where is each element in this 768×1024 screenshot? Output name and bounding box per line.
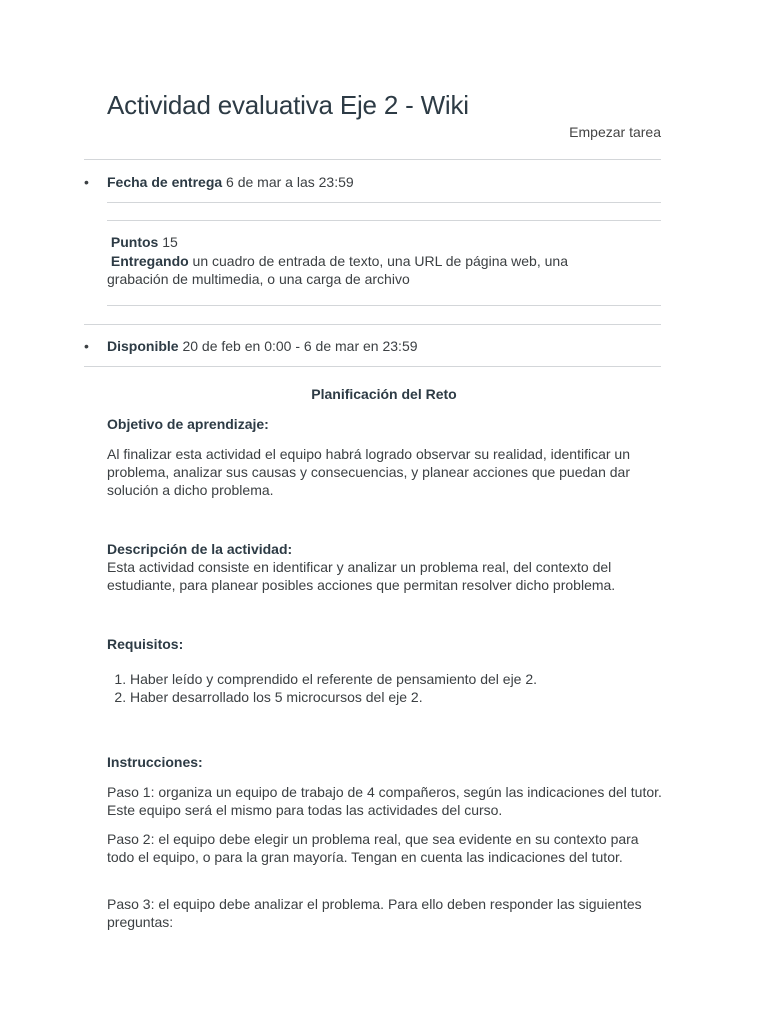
points-row: [107, 233, 627, 252]
bullet-icon: •: [84, 174, 89, 190]
assignment-meta: [107, 233, 627, 289]
points-value: 15: [158, 234, 178, 250]
objective-heading: Objetivo de aprendizaje:: [107, 416, 269, 432]
divider: [107, 220, 661, 221]
instructions-heading: Instrucciones:: [107, 754, 203, 770]
submitting-row: [107, 252, 627, 289]
divider: [107, 202, 661, 203]
objective-text: Al finalizar esta actividad el equipo habrá logrado observar su realidad, identificar un problema, analizar sus causas y consecuencias, y planear acciones que puedan dar solución a dicho problema.: [107, 446, 630, 498]
divider: [84, 159, 661, 160]
list-item: 1. Haber leído y comprendido el referente de pensamiento del eje 2.: [130, 670, 667, 688]
points-label: Puntos: [110, 234, 159, 250]
step-2: Paso 2: el equipo debe elegir un problema real, que sea evidente en su contexto para todo el equipo, o para la gran mayoría. Tengan en cuenta las indicaciones del tutor.: [107, 831, 639, 865]
due-date-label: Fecha de entrega: [107, 174, 223, 190]
bullet-icon: •: [84, 338, 89, 354]
page-title: Actividad evaluativa Eje 2 - Wiki: [107, 90, 469, 120]
due-date-value: 6 de mar a las 23:59: [222, 174, 354, 190]
list-item: 2. Haber desarrollado los 5 microcursos del eje 2.: [130, 688, 667, 706]
submitting-value: un cuadro de entrada de texto, una URL de página web, una grabación de multimedia, o una carga de archivo: [107, 252, 568, 287]
divider: [84, 324, 661, 325]
available-label: Disponible: [107, 338, 179, 354]
requirements-heading: Requisitos:: [107, 636, 184, 652]
description-heading: Descripción de la actividad:: [107, 541, 293, 557]
section-title: Planificación del Reto: [311, 386, 457, 402]
start-task-button[interactable]: Empezar tarea: [569, 124, 661, 140]
submitting-label: Entregando: [110, 252, 189, 269]
divider: [84, 366, 661, 367]
requirements-list: [107, 670, 667, 706]
divider: [107, 305, 661, 306]
step-1: Paso 1: organiza un equipo de trabajo de 4 compañeros, según las indicaciones del tutor. Este equipo será el mismo para todas las actividades del curso.: [107, 784, 662, 818]
description-text: Esta actividad consiste en identificar y analizar un problema real, del contexto del estudiante, para planear posibles acciones que permitan resolver dicho problema.: [107, 559, 616, 593]
step-3: Paso 3: el equipo debe analizar el problema. Para ello deben responder las siguientes preguntas:: [107, 896, 642, 930]
available-value: 20 de feb en 0:00 - 6 de mar en 23:59: [178, 338, 418, 354]
